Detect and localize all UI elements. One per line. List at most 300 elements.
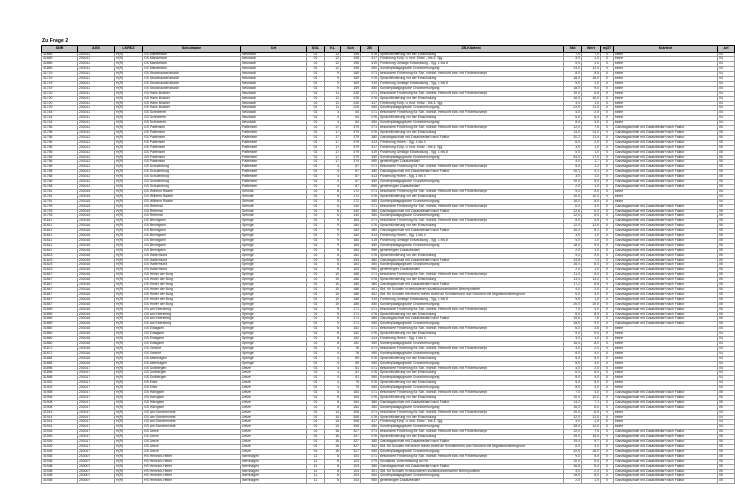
lkrkz-cell: H(R) bbox=[115, 386, 143, 391]
kl-cell: 17 bbox=[325, 155, 341, 160]
zb_klartext-cell: Sonderpädagogische Grundversorgung bbox=[379, 67, 564, 72]
mj3t-cell: 0 bbox=[601, 351, 614, 356]
wert-cell: 6,5 bbox=[582, 91, 601, 96]
zb-cell: 380 bbox=[361, 258, 379, 263]
sgl-cell: 01 bbox=[307, 258, 325, 263]
ort-cell: Uetze bbox=[241, 430, 307, 435]
wert-cell: 12,0 bbox=[582, 67, 601, 72]
std-cell: 14,0 bbox=[564, 131, 582, 136]
lkrkz-cell: H(R) bbox=[115, 337, 143, 342]
mj3t-cell: 0 bbox=[601, 77, 614, 82]
sch-cell: 169 bbox=[341, 81, 361, 86]
ort-cell: Neustadt bbox=[241, 72, 307, 77]
zb_klartext-cell: Förderung Körp. u. mot. Entw. - bis 4. Sjg. bbox=[379, 101, 564, 106]
std-cell: 5,0 bbox=[564, 62, 582, 67]
lkrkz-cell: H(R) bbox=[115, 283, 143, 288]
mj3t-cell: 0 bbox=[601, 180, 614, 185]
wert-cell: 9,7 bbox=[582, 440, 601, 445]
wert-cell: 10,0 bbox=[582, 194, 601, 199]
ags-cell: 253016 bbox=[78, 278, 115, 283]
mj3t-cell: 0 bbox=[601, 175, 614, 180]
zb_klartext-cell: Sonderpädagogische Grundversorgung bbox=[379, 474, 564, 479]
kl-cell: 8 bbox=[325, 395, 341, 400]
snr-cell: 31896 bbox=[42, 366, 78, 371]
ort-cell: Neustadt bbox=[241, 121, 307, 126]
kl-cell: 8 bbox=[325, 405, 341, 410]
kl-cell: 8 bbox=[325, 474, 341, 479]
sgl-cell: 01 bbox=[307, 292, 325, 297]
zb_klartext-cell: Förderung Körp. u. mot. Entw. - bis 4. Sjg. bbox=[379, 145, 564, 150]
kl-cell: 4 bbox=[325, 376, 341, 381]
klartext-cell: Ganztagsschule mit Zusatzbedarf nach Faktor bbox=[614, 469, 718, 474]
ags-cell: 253012 bbox=[78, 184, 115, 189]
zb-cell: 950 bbox=[361, 479, 379, 484]
std-cell: 18,0 bbox=[564, 86, 582, 91]
column-header-sch: Sch bbox=[341, 46, 361, 53]
snr-cell: 31756 bbox=[42, 140, 78, 145]
zb-cell: 450 bbox=[361, 86, 379, 91]
snr-cell: 31938 bbox=[42, 464, 78, 469]
schulname-cell: GS Uetze bbox=[143, 430, 241, 435]
klartext-cell: keine bbox=[614, 106, 718, 111]
zb-cell: 380 bbox=[361, 170, 379, 175]
lkrkz-cell: H(R) bbox=[115, 91, 143, 96]
ags-cell: 253017 bbox=[78, 366, 115, 371]
sch-cell: 379 bbox=[341, 135, 361, 140]
std-cell: 8,0 bbox=[564, 121, 582, 126]
schulname-cell: GS Hänigsen bbox=[143, 395, 241, 400]
zb-cell: 417 bbox=[361, 420, 379, 425]
sch-cell: 64 bbox=[341, 111, 361, 116]
sch-cell: 198 bbox=[341, 62, 361, 67]
sch-cell: 103 bbox=[341, 469, 361, 474]
ort-cell: Springe bbox=[241, 332, 307, 337]
klartext-cell: Ganztagsschule mit Zusatzbedarf nach Faktor bbox=[614, 180, 718, 185]
zb-cell: 071 bbox=[361, 454, 379, 459]
wert-cell: 5,5 bbox=[582, 72, 601, 77]
snr-cell: 31756 bbox=[42, 126, 78, 131]
ags-cell: 253017 bbox=[78, 425, 115, 430]
klartext-cell: Ganztagsschule mit Zusatzbedarf nach Faktor bbox=[614, 317, 718, 322]
snr-cell: 31914 bbox=[42, 420, 78, 425]
sgl-cell: 01 bbox=[307, 395, 325, 400]
lkrkz-cell: H(R) bbox=[115, 449, 143, 454]
snr-cell: 31872 bbox=[42, 346, 78, 351]
lkrkz-cell: H(R) bbox=[115, 204, 143, 209]
lkrkz-cell: H(R) bbox=[115, 62, 143, 67]
klartext-cell: Ganztagsschule mit Zusatzbedarf nach Faktor bbox=[614, 238, 718, 243]
ort-cell: Sehnde bbox=[241, 194, 307, 199]
sgl-cell: 11 bbox=[307, 479, 325, 484]
art-cell: 04 bbox=[718, 351, 735, 356]
sgl-cell: 01 bbox=[307, 238, 325, 243]
kl-cell: 10 bbox=[325, 297, 341, 302]
ags-cell: 253015 bbox=[78, 204, 115, 209]
klartext-cell: Ganztagsschule mit Zusatzbedarf nach Faktor bbox=[614, 258, 718, 263]
art-cell: 05 bbox=[718, 209, 735, 214]
zb_klartext-cell: Std. für Schulen mit einem hohen Anteil an Schülerinnen und Schülern mit Migrationshintergrund bbox=[379, 445, 564, 450]
ort-cell: Neustadt bbox=[241, 111, 307, 116]
lkrkz-cell: H(R) bbox=[115, 469, 143, 474]
sch-cell: 308 bbox=[341, 410, 361, 415]
sch-cell: 198 bbox=[341, 57, 361, 62]
snr-cell: 31847 bbox=[42, 302, 78, 307]
lkrkz-cell: H(R) bbox=[115, 67, 143, 72]
ort-cell: Pattensen bbox=[241, 155, 307, 160]
zb-cell: 071 bbox=[361, 126, 379, 131]
ags-cell: 253016 bbox=[78, 219, 115, 224]
snr-cell: 31823 bbox=[42, 268, 78, 273]
zb-cell: 401 bbox=[361, 469, 379, 474]
mj3t-cell: 0 bbox=[601, 229, 614, 234]
zb-cell: 450 bbox=[361, 474, 379, 479]
zb-cell: 380 bbox=[361, 317, 379, 322]
std-cell: 12,0 bbox=[564, 126, 582, 131]
lkrkz-cell: H(R) bbox=[115, 356, 143, 361]
wert-cell: 6,0 bbox=[582, 410, 601, 415]
lkrkz-cell: H(R) bbox=[115, 248, 143, 253]
lkrkz-cell: H(R) bbox=[115, 395, 143, 400]
schulname-cell: GS am Ebersberg bbox=[143, 322, 241, 327]
std-cell: 22,0 bbox=[564, 106, 582, 111]
wert-cell: 12,0 bbox=[582, 415, 601, 420]
ags-cell: 253016 bbox=[78, 273, 115, 278]
mj3t-cell: 0 bbox=[601, 140, 614, 145]
sgl-cell: 01 bbox=[307, 263, 325, 268]
wert-cell: 3,5 bbox=[582, 327, 601, 332]
mj3t-cell: 0 bbox=[601, 440, 614, 445]
zb-cell: 401 bbox=[361, 288, 379, 293]
art-cell: 05 bbox=[718, 258, 735, 263]
schulname-cell: GS Bennigsen bbox=[143, 248, 241, 253]
mj3t-cell: 0 bbox=[601, 479, 614, 484]
ort-cell: Springe bbox=[241, 278, 307, 283]
wert-cell: 6,0 bbox=[582, 273, 601, 278]
mj3t-cell: 0 bbox=[601, 381, 614, 386]
ags-cell: 253016 bbox=[78, 288, 115, 293]
sch-cell: 169 bbox=[341, 72, 361, 77]
wert-cell: 5,0 bbox=[582, 459, 601, 464]
zb-cell: 071 bbox=[361, 111, 379, 116]
ort-cell: Springe bbox=[241, 317, 307, 322]
kl-cell: 8 bbox=[325, 332, 341, 337]
ort-cell: Springe bbox=[241, 322, 307, 327]
wert-cell: 18,0 bbox=[582, 77, 601, 82]
snr-cell: 31781 bbox=[42, 194, 78, 199]
kl-cell: 16 bbox=[325, 440, 341, 445]
wert-cell: 1,0 bbox=[582, 175, 601, 180]
zb-cell: 450 bbox=[361, 180, 379, 185]
art-cell: 05 bbox=[718, 312, 735, 317]
std-cell: 3,0 bbox=[564, 234, 582, 239]
mj3t-cell: 0 bbox=[601, 273, 614, 278]
kl-cell: 17 bbox=[325, 150, 341, 155]
zb-cell: 417 bbox=[361, 145, 379, 150]
std-cell: 9,0 bbox=[564, 189, 582, 194]
art-cell: 04 bbox=[718, 361, 735, 366]
schulname-cell: GS Eldagsen bbox=[143, 332, 241, 337]
ort-cell: Pattensen bbox=[241, 126, 307, 131]
kl-cell: 9 bbox=[325, 81, 341, 86]
art-cell: 04 bbox=[718, 72, 735, 77]
kl-cell: 8 bbox=[325, 199, 341, 204]
kl-cell: 14 bbox=[325, 425, 341, 430]
sch-cell: 186 bbox=[341, 273, 361, 278]
ags-cell: 253012 bbox=[78, 140, 115, 145]
snr-cell: 31756 bbox=[42, 150, 78, 155]
zb_klartext-cell: Ganztagsschule mit Zusatzbedarf nach Faktor bbox=[379, 135, 564, 140]
schulname-cell: GS am Storchennest bbox=[143, 425, 241, 430]
art-cell: 04 bbox=[718, 121, 735, 126]
ags-cell: 253017 bbox=[78, 440, 115, 445]
sgl-cell: 01 bbox=[307, 346, 325, 351]
wert-cell: 1,0 bbox=[582, 248, 601, 253]
kl-cell: 9 bbox=[325, 307, 341, 312]
zb-cell: 071 bbox=[361, 219, 379, 224]
sgl-cell: 01 bbox=[307, 234, 325, 239]
sch-cell: 186 bbox=[341, 297, 361, 302]
mj3t-cell: 0 bbox=[601, 101, 614, 106]
sch-cell: 184 bbox=[341, 238, 361, 243]
sgl-cell: 01 bbox=[307, 278, 325, 283]
sgl-cell: 01 bbox=[307, 337, 325, 342]
mj3t-cell: 0 bbox=[601, 131, 614, 136]
wert-cell: 8,0 bbox=[582, 474, 601, 479]
ort-cell: Pattensen bbox=[241, 175, 307, 180]
schulname-cell: GS Hinter der Burg bbox=[143, 273, 241, 278]
zb-cell: 071 bbox=[361, 430, 379, 435]
sch-cell: 171 bbox=[341, 307, 361, 312]
sch-cell: 164 bbox=[341, 395, 361, 400]
std-cell: 34,0 bbox=[564, 155, 582, 160]
lkrkz-cell: H(R) bbox=[115, 219, 143, 224]
lkrkz-cell: H(R) bbox=[115, 297, 143, 302]
wert-cell: 15,0 bbox=[582, 435, 601, 440]
kl-cell: 9 bbox=[325, 229, 341, 234]
klartext-cell: Ganztagsschule mit Zusatzbedarf nach Faktor bbox=[614, 165, 718, 170]
ort-cell: Pattensen bbox=[241, 140, 307, 145]
kl-cell: 4 bbox=[325, 381, 341, 386]
zb-cell: 450 bbox=[361, 322, 379, 327]
kl-cell: 8 bbox=[325, 268, 341, 273]
ort-cell: Pattensen bbox=[241, 184, 307, 189]
table-row bbox=[42, 479, 735, 484]
schulname-cell: GS Eltze bbox=[143, 386, 241, 391]
ags-cell: 253017 bbox=[78, 391, 115, 396]
zb-cell: 413 bbox=[361, 234, 379, 239]
klartext-cell: Ganztagsschule mit Zusatzbedarf nach Faktor bbox=[614, 288, 718, 293]
schulname-cell: GS Bennigsen bbox=[143, 234, 241, 239]
wert-cell: 16,0 bbox=[582, 96, 601, 101]
zb_klartext-cell: besondere Förderung für Sch. nichtdt. Herkunft bzw. mit Förderkonzept bbox=[379, 391, 564, 396]
sch-cell: 171 bbox=[341, 322, 361, 327]
ort-cell: Neustadt bbox=[241, 67, 307, 72]
ort-cell: Sehnde bbox=[241, 209, 307, 214]
ort-cell: Uetze bbox=[241, 386, 307, 391]
ort-cell: Uetze bbox=[241, 445, 307, 450]
kl-cell: 4 bbox=[325, 184, 341, 189]
ags-cell: 253016 bbox=[78, 263, 115, 268]
wert-cell: 6,3 bbox=[582, 209, 601, 214]
kl-cell: 17 bbox=[325, 160, 341, 165]
klartext-cell: Ganztagsschule mit Zusatzbedarf nach Faktor bbox=[614, 214, 718, 219]
wert-cell: 1,0 bbox=[582, 337, 601, 342]
table-body bbox=[42, 52, 735, 484]
mj3t-cell: 0 bbox=[601, 234, 614, 239]
snr-cell: 31756 bbox=[42, 135, 78, 140]
art-cell: 04 bbox=[718, 381, 735, 386]
wert-cell: 6,0 bbox=[582, 371, 601, 376]
klartext-cell: keine bbox=[614, 96, 718, 101]
ags-cell: 253016 bbox=[78, 327, 115, 332]
ort-cell: Uetze bbox=[241, 395, 307, 400]
wert-cell: 4,0 bbox=[582, 351, 601, 356]
wert-cell: 8,0 bbox=[582, 263, 601, 268]
ags-cell: 253017 bbox=[78, 410, 115, 415]
klartext-cell: keine bbox=[614, 381, 718, 386]
snr-cell: 31914 bbox=[42, 425, 78, 430]
lkrkz-cell: H(R) bbox=[115, 381, 143, 386]
zb-cell: 071 bbox=[361, 189, 379, 194]
klartext-cell: keine bbox=[614, 91, 718, 96]
lkrkz-cell: H(R) bbox=[115, 317, 143, 322]
zb-cell: 419 bbox=[361, 81, 379, 86]
zb_klartext-cell: Ganztagsschule mit Zusatzbedarf nach Faktor bbox=[379, 209, 564, 214]
ags-cell: 253012 bbox=[78, 135, 115, 140]
snr-cell: 31926 bbox=[42, 435, 78, 440]
art-cell: 05 bbox=[718, 278, 735, 283]
lkrkz-cell: H(R) bbox=[115, 140, 143, 145]
mj3t-cell: 0 bbox=[601, 253, 614, 258]
ort-cell: Springe bbox=[241, 248, 307, 253]
schulname-cell: GS Rethmar bbox=[143, 214, 241, 219]
zb_klartext-cell: Förderung Geistige Entwicklung - Sjg. 1 bis 8 bbox=[379, 150, 564, 155]
std-cell: 5,0 bbox=[564, 356, 582, 361]
klartext-cell: keine bbox=[614, 116, 718, 121]
kl-cell: 8 bbox=[325, 258, 341, 263]
sgl-cell: 01 bbox=[307, 288, 325, 293]
art-cell: 04 bbox=[718, 67, 735, 72]
schulname-cell: GS Wilhelm Raabe bbox=[143, 189, 241, 194]
art-cell: 05 bbox=[718, 160, 735, 165]
snr-cell: 31719 bbox=[42, 72, 78, 77]
wert-cell: 14,0 bbox=[582, 425, 601, 430]
zb_klartext-cell: besondere Förderung für Sch. nichtdt. Herkunft bzw. mit Förderkonzept bbox=[379, 189, 564, 194]
ags-cell: 253007 bbox=[78, 459, 115, 464]
schulname-cell: GS Hänigsen bbox=[143, 405, 241, 410]
sch-cell: 164 bbox=[341, 400, 361, 405]
mj3t-cell: 0 bbox=[601, 400, 614, 405]
schulname-cell: GS Pattensen bbox=[143, 131, 241, 136]
wert-cell: 1,0 bbox=[582, 62, 601, 67]
snr-cell: 31811 bbox=[42, 224, 78, 229]
lkrkz-cell: H(R) bbox=[115, 415, 143, 420]
zb-cell: 419 bbox=[361, 62, 379, 67]
kl-cell: 16 bbox=[325, 449, 341, 454]
zb-cell: 071 bbox=[361, 273, 379, 278]
kl-cell: 6 bbox=[325, 204, 341, 209]
sch-cell: 64 bbox=[341, 121, 361, 126]
ags-cell: 253016 bbox=[78, 341, 115, 346]
ags-cell: 253016 bbox=[78, 307, 115, 312]
art-cell: 04 bbox=[718, 101, 735, 106]
art-cell: 04 bbox=[718, 77, 735, 82]
mj3t-cell: 0 bbox=[601, 268, 614, 273]
std-cell: 4,0 bbox=[564, 366, 582, 371]
ort-cell: Springe bbox=[241, 337, 307, 342]
wert-cell: 4,0 bbox=[582, 307, 601, 312]
klartext-cell: keine bbox=[614, 371, 718, 376]
column-header-schulname: Schulname bbox=[143, 46, 241, 53]
ort-cell: Uetze bbox=[241, 420, 307, 425]
wert-cell: 1,0 bbox=[582, 479, 601, 484]
data-table bbox=[41, 45, 735, 484]
schulname-cell: GS Mandelsloh bbox=[143, 52, 241, 57]
lkrkz-cell: H(R) bbox=[115, 459, 143, 464]
zb-cell: 076 bbox=[361, 116, 379, 121]
kl-cell: 8 bbox=[325, 464, 341, 469]
std-cell: 5,0 bbox=[564, 238, 582, 243]
art-cell: 05 bbox=[718, 175, 735, 180]
ort-cell: Neustadt bbox=[241, 81, 307, 86]
kl-cell: 10 bbox=[325, 273, 341, 278]
lkrkz-cell: H(R) bbox=[115, 135, 143, 140]
sgl-cell: 01 bbox=[307, 86, 325, 91]
lkrkz-cell: H(R) bbox=[115, 57, 143, 62]
sch-cell: 169 bbox=[341, 77, 361, 82]
lkrkz-cell: H(R) bbox=[115, 430, 143, 435]
ags-cell: 253011 bbox=[78, 81, 115, 86]
zb_klartext-cell: genehmigter Zusatzbedarf bbox=[379, 184, 564, 189]
schulname-cell: GS Stockhausenstraße bbox=[143, 86, 241, 91]
sch-cell: 69 bbox=[341, 356, 361, 361]
zb-cell: 419 bbox=[361, 238, 379, 243]
art-cell: 05 bbox=[718, 430, 735, 435]
art-cell: 04 bbox=[718, 52, 735, 57]
sgl-cell: 01 bbox=[307, 155, 325, 160]
snr-cell: 31744 bbox=[42, 111, 78, 116]
zb_klartext-cell: Std. für Schulen in besonderen sozialökonomischen Brennpunkten bbox=[379, 469, 564, 474]
kl-cell: 17 bbox=[325, 131, 341, 136]
zb_klartext-cell: besondere Förderung für Sch. nichtdt. Herkunft bzw. mit Förderkonzept bbox=[379, 219, 564, 224]
zb-cell: 450 bbox=[361, 67, 379, 72]
sch-cell: 163 bbox=[341, 253, 361, 258]
mj3t-cell: 0 bbox=[601, 327, 614, 332]
klartext-cell: Ganztagsschule mit Zusatzbedarf nach Faktor bbox=[614, 449, 718, 454]
ort-cell: Isernhagen bbox=[241, 474, 307, 479]
std-cell: 17,2 bbox=[564, 283, 582, 288]
klartext-cell: Ganztagsschule mit Zusatzbedarf nach Faktor bbox=[614, 312, 718, 317]
schulname-cell: GS Eldagsen bbox=[143, 341, 241, 346]
sch-cell: 379 bbox=[341, 150, 361, 155]
mj3t-cell: 0 bbox=[601, 224, 614, 229]
std-cell: 16,4 bbox=[564, 229, 582, 234]
column-header-zb_klartext: ZB-Klartext bbox=[379, 46, 564, 53]
schulname-cell: GS Bennigsen bbox=[143, 229, 241, 234]
mj3t-cell: 0 bbox=[601, 317, 614, 322]
lkrkz-cell: H(R) bbox=[115, 175, 143, 180]
zb_klartext-cell: Sprachförderung vor der Einschulung bbox=[379, 278, 564, 283]
zb-cell: 419 bbox=[361, 297, 379, 302]
snr-cell: 31720 bbox=[42, 91, 78, 96]
mj3t-cell: 0 bbox=[601, 366, 614, 371]
snr-cell: 31689 bbox=[42, 62, 78, 67]
zb_klartext-cell: Sprachförderung vor der Einschulung bbox=[379, 194, 564, 199]
wert-cell: 4,0 bbox=[582, 386, 601, 391]
zb-cell: 380 bbox=[361, 400, 379, 405]
schulname-cell: GS Rethmar bbox=[143, 209, 241, 214]
mj3t-cell: 0 bbox=[601, 420, 614, 425]
